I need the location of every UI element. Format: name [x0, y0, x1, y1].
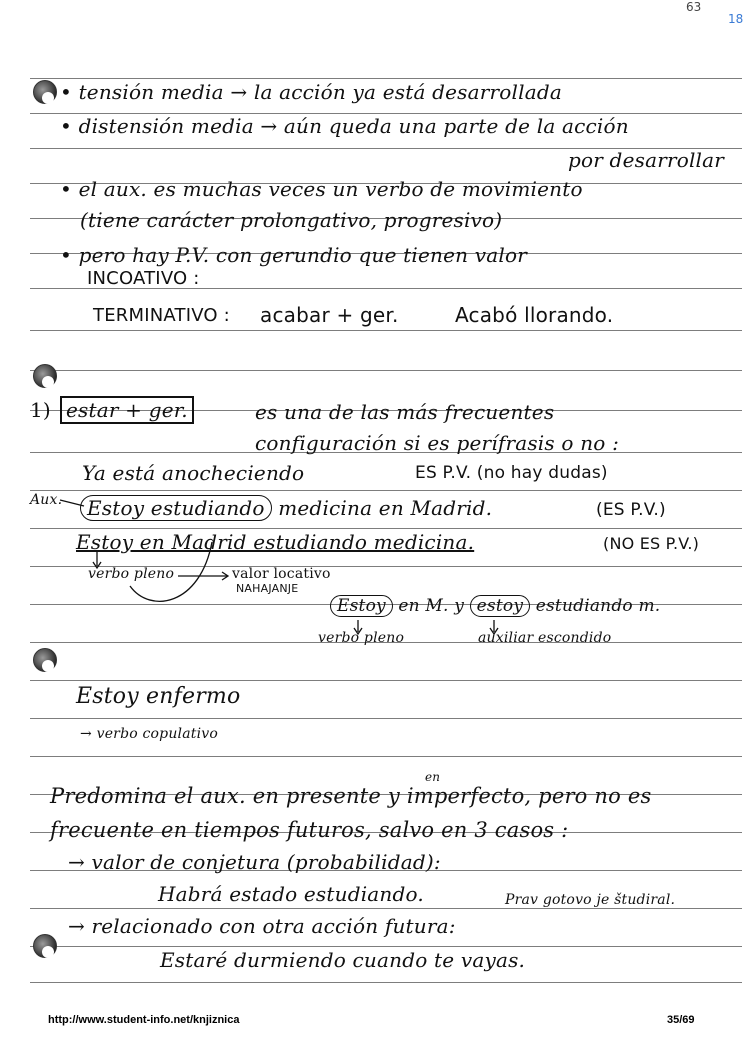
bullet-caracter: (tiene carácter prolongativo, progresivo) [80, 208, 503, 232]
line-estoy-enfermo: Estoy enfermo [76, 684, 241, 709]
phrase-mid: en M. y [398, 596, 465, 616]
line-conjetura: → valor de conjetura (probabilidad): [68, 850, 441, 874]
bullet-pv-gerundio: • pero hay P.V. con gerundio que tienen valor [60, 243, 528, 267]
line-estoy-en-madrid: Estoy en Madrid estudiando medicina. [76, 530, 475, 554]
line-habra-estado: Habrá estado estudiando. [158, 882, 424, 906]
aux-label: Aux. [30, 492, 63, 508]
terminativo-example: Acabó llorando. [455, 303, 614, 327]
circled-estoy: Estoy [330, 595, 393, 617]
item-number: 1) [30, 398, 51, 422]
note-es-pv: ES P.V. (no hay dudas) [415, 463, 608, 483]
bullet-tension-media: • tensión media → la acción ya está desarrollada [60, 80, 562, 104]
note-slovene: Prav gotovo je študiral. [505, 892, 676, 908]
annot-nahajanje: NAHAJANJE [236, 582, 299, 595]
bullet-distension-media: • distensión media → aún queda una parte de la acción [60, 114, 629, 138]
line-frecuentes: es una de las más frecuentes [255, 400, 555, 424]
note-es-pv-2: (ES P.V.) [596, 500, 666, 520]
annot-auxiliar-escondido: auxiliar escondido [478, 630, 612, 646]
bullet-text: pero hay P.V. con gerundio que tienen valor [78, 243, 528, 267]
terminativo-rule: acabar + ger. [260, 303, 399, 327]
bullet-text: el aux. es muchas veces un verbo de movimiento [78, 177, 583, 201]
bullet-text: distensión media → aún queda una parte de la acción [78, 114, 629, 138]
label-terminativo: TERMINATIVO : [93, 305, 230, 326]
circled-estoy-2: estoy [470, 595, 530, 617]
phrase-rest: medicina en Madrid. [278, 496, 493, 520]
line-verbo-copulativo: → verbo copulativo [80, 726, 219, 742]
circled-phrase: Estoy estudiando [80, 495, 272, 521]
insert-en: en [425, 770, 441, 784]
bullet-continuation: por desarrollar [568, 148, 725, 172]
phrase-rest: estudiando m. [535, 596, 661, 616]
label-incoativo: INCOATIVO : [87, 268, 200, 289]
annot-verbo-pleno: verbo pleno [88, 566, 175, 582]
line-frecuente: frecuente en tiempos futuros, salvo en 3 casos : [50, 818, 569, 842]
line-configuracion: configuración si es perífrasis o no : [255, 431, 620, 455]
line-relacionado: → relacionado con otra acción futura: [68, 914, 456, 938]
footer-url: http://www.student-info.net/knjiznica [48, 1014, 240, 1026]
line-estare-durmiendo: Estaré durmiendo cuando te vayas. [160, 948, 526, 972]
bullet-aux-movimiento: • el aux. es muchas veces un verbo de movimiento [60, 177, 583, 201]
annot-verbo-pleno-2: verbo pleno [318, 630, 405, 646]
page-corner-number: 18 [728, 12, 744, 26]
bullet-text: tensión media → la acción ya está desarrollada [78, 80, 562, 104]
footer-page-number: 35/69 [667, 1014, 695, 1026]
note-no-es-pv: (NO ES P.V.) [603, 534, 700, 553]
line-anocheciendo: Ya está anocheciendo [82, 461, 305, 485]
line-predomina: Predomina el aux. en presente y imperfecto, pero no es [50, 784, 652, 808]
boxed-title: estar + ger. [60, 396, 194, 424]
annot-valor-locativo: valor locativo [232, 566, 331, 582]
corner-scribble: 63 [686, 0, 702, 14]
